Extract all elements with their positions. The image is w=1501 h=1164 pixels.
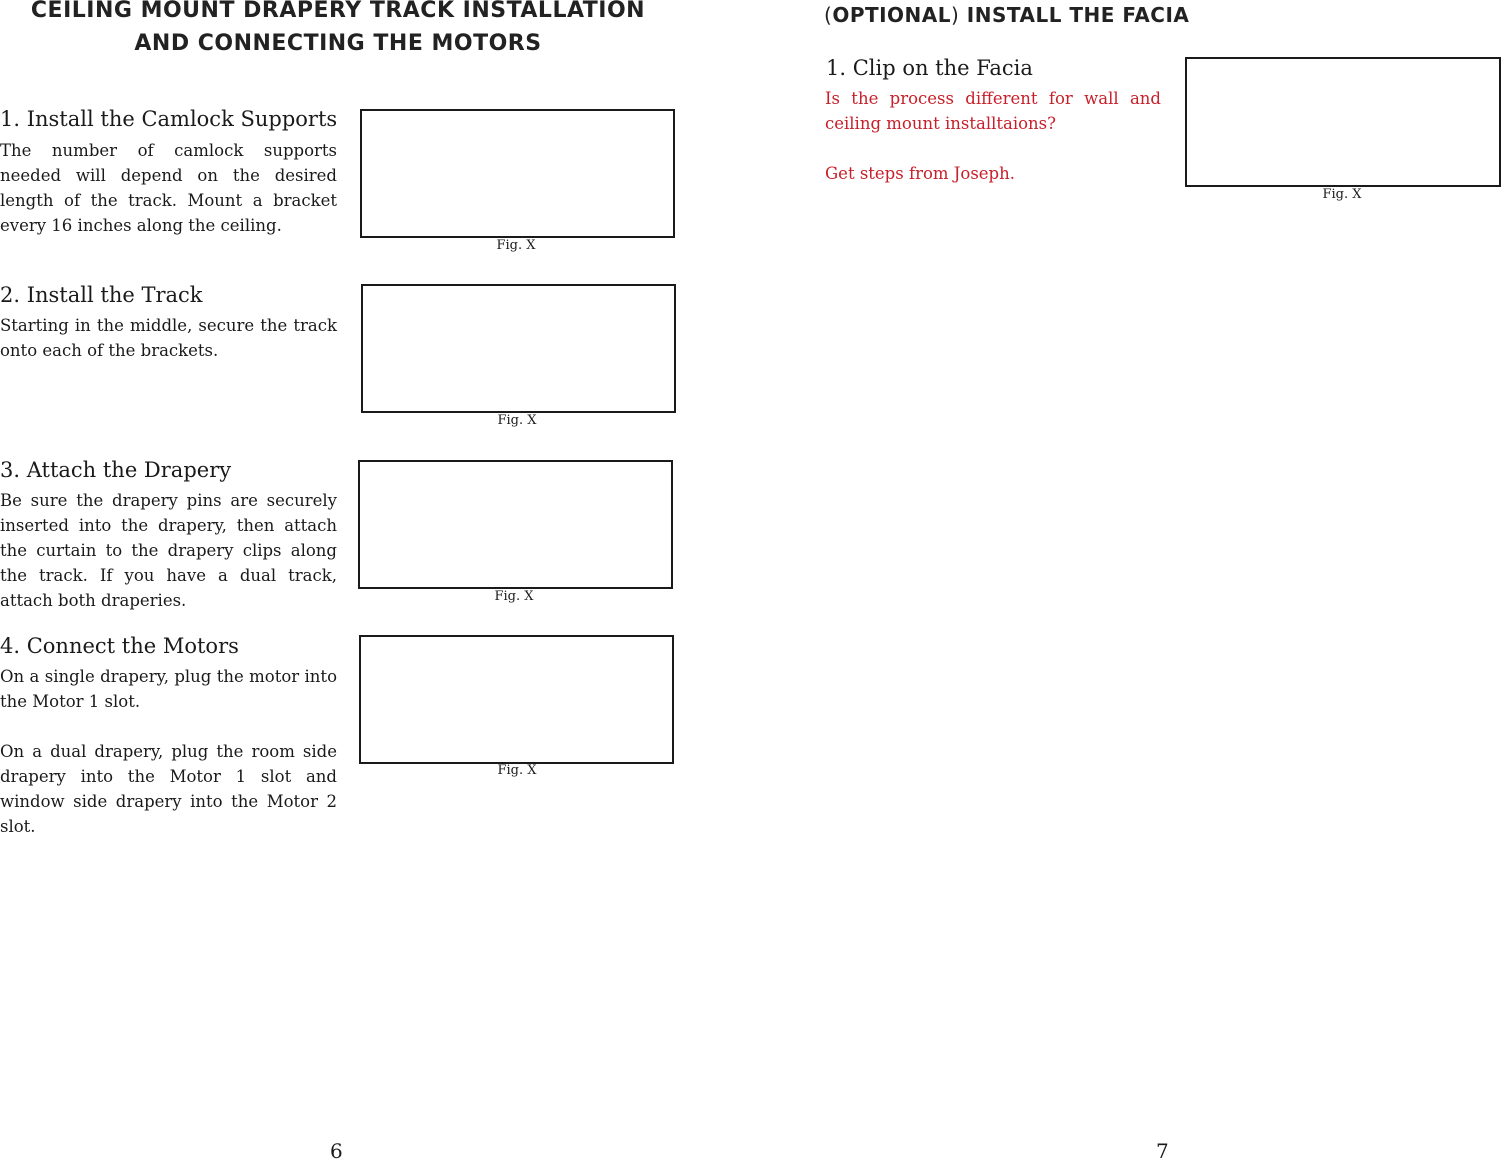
figure-placeholder-1 bbox=[360, 109, 675, 238]
figure-caption-3: Fig. X bbox=[494, 589, 534, 604]
step-2-text bbox=[0, 313, 337, 363]
step-2-title: 2. Install the Track bbox=[0, 283, 203, 307]
page-title: CEILING MOUNT DRAPERY TRACK INSTALLATION AND CONNECTING THE MOTORS bbox=[30, 0, 646, 56]
page-number: 6 bbox=[330, 1139, 343, 1163]
step-1-paragraph: The number of camlock supports needed will depend on the desired length of the track. Mount a bracket every 16 inches along the ceiling. bbox=[0, 141, 337, 235]
figure-caption-2: Fig. X bbox=[497, 413, 537, 428]
title-paren-close: ) bbox=[951, 3, 960, 27]
step-4-paragraph-1: On a single drapery, plug the motor into the Motor 1 slot. bbox=[0, 667, 337, 711]
editor-note bbox=[825, 86, 1161, 186]
step-4-title: 4. Connect the Motors bbox=[0, 634, 239, 658]
step-3-text bbox=[0, 488, 337, 613]
step-1-text bbox=[0, 138, 337, 238]
figure-caption-facia: Fig. X bbox=[1322, 187, 1362, 202]
editor-note-action: Get steps from Joseph. bbox=[825, 164, 1015, 183]
figure-caption-1: Fig. X bbox=[496, 238, 536, 253]
section-title bbox=[824, 2, 1189, 28]
figure-placeholder-4 bbox=[359, 635, 674, 764]
title-rest: INSTALL THE FACIA bbox=[959, 3, 1190, 27]
title-paren-open: ( bbox=[824, 3, 833, 27]
figure-placeholder-3 bbox=[358, 460, 673, 589]
title-optional: OPTIONAL bbox=[832, 3, 952, 27]
figure-caption-4: Fig. X bbox=[497, 763, 537, 778]
step-1-title: 1. Clip on the Facia bbox=[826, 56, 1033, 80]
editor-note-question: Is the process different for wall and ceiling mount installtaions? bbox=[825, 89, 1161, 133]
left-page bbox=[0, 0, 676, 1163]
step-3-title: 3. Attach the Drapery bbox=[0, 458, 232, 482]
step-2-paragraph: Starting in the middle, secure the track onto each of the brackets. bbox=[0, 316, 337, 360]
figure-placeholder-facia bbox=[1185, 57, 1501, 187]
step-1-title: 1. Install the Camlock Supports bbox=[0, 107, 338, 131]
right-page bbox=[824, 0, 1501, 1163]
step-4-text bbox=[0, 664, 337, 839]
page-number: 7 bbox=[1156, 1139, 1169, 1163]
figure-placeholder-2 bbox=[361, 284, 676, 413]
step-4-paragraph-2: On a dual drapery, plug the room side drapery into the Motor 1 slot and window side drapery into the Motor 2 slot. bbox=[0, 742, 337, 836]
step-3-paragraph: Be sure the drapery pins are securely inserted into the drapery, then attach the curtain to the drapery clips along the track. If you have a dual track, attach both draperies. bbox=[0, 491, 337, 610]
